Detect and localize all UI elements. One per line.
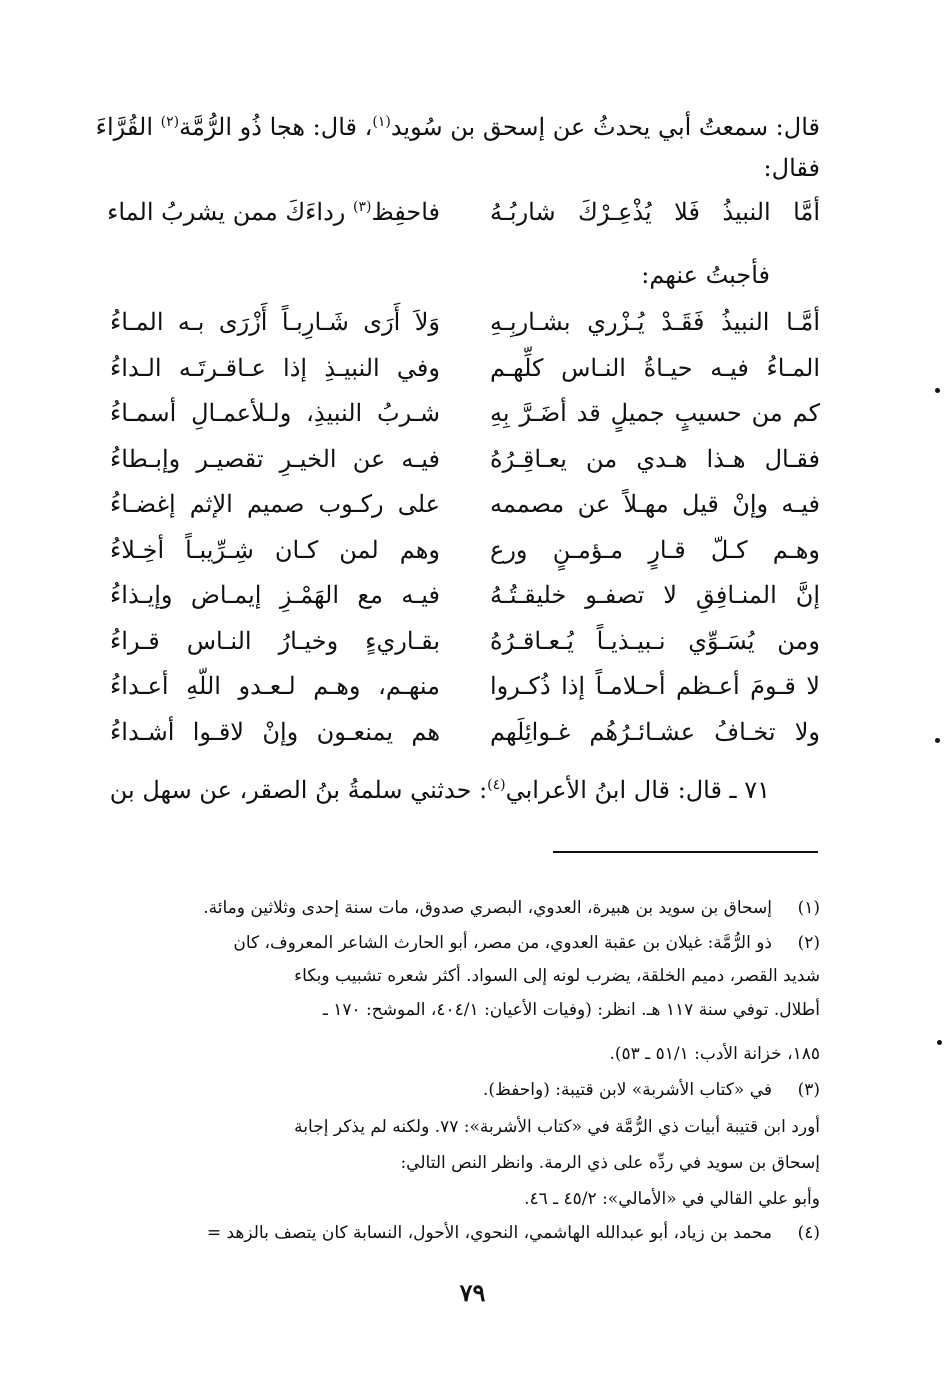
narration-text-a: ٧١ ـ قال: قال ابنُ الأعرابي [505,776,770,804]
footnote-3-cont-4 [105,1186,820,1212]
intro-text-c: القُرَّاءَ [95,113,161,141]
verse-row [110,712,820,752]
verse-second-hemistich: فيـه مع الهَمْـزِ إيمـاض وإيـذاءُ [110,581,440,609]
verse-first-hemistich: كم من حسيبٍ جميلٍ قد أضَـرَّ بِهِ [490,399,820,427]
margin-mark [935,388,940,393]
verse-first-hemistich: لا قـومَ أعـظم أحـلامـاً إذا ذُكـروا [490,672,820,700]
answer-label: فأجبتُ عنهم: [641,261,770,289]
footnote-3-number: (٣) [797,1080,820,1100]
narration-line [110,775,770,805]
verse-second-hemistich: شـربُ النبيذِ، ولـلأعمـالِ أسمـاءُ [110,399,440,427]
footnote-3-line-4: وأبو علي القالي في «الأمالي»: ٤٥/٢ ـ ٤٦. [524,1189,820,1209]
verse-second-hemistich: على ركـوب صميم الإثم إغضـاءُ [110,490,440,518]
verse-second-hemistich: بقـاريءٍ وخيـارُ النـاس قـراءُ [110,626,440,655]
verse-first-hemistich: ومن يُسَـوِّي نـبيـذيـاً يُـعـاقـرُهُ [490,626,820,655]
intro-line-2: فقال: [763,154,820,182]
footnote-ref-4[interactable]: (٤) [487,777,506,793]
verse-second-b: رداءَكَ ممن يشربُ الماء [107,198,353,226]
margin-mark [935,738,940,743]
verse-first-hemistich: ولا تخـافُ عشـائـرُهُم غـوائِلَهم [490,717,820,746]
footnote-ref-2[interactable]: (٢) [160,114,180,130]
footnote-3-line-1: في «كتاب الأشربة» لابن قتيبة: (واحفظ). [483,1080,772,1100]
intro-text-a: قال: سمعتُ أبي يحدثُ عن إسحق بن سُويد [390,113,820,141]
intro-text-b: ، قال: هجا ذُو الرُّمَّة [179,113,373,141]
verse-first-hemistich: فقـال هـذا هـدي من يعـاقِـرُهُ [490,444,820,473]
verse-row [110,575,820,615]
footnote-3-cont-2 [105,1114,820,1140]
footnote-2 [105,930,820,956]
verse-first-hemistich: وهـم كـلّ قـارٍ مـؤمـنٍ ورع [490,535,820,564]
footnote-4-text: محمد بن زياد، أبو عبدالله الهاشمي، النحوي، الأحول، النسابة كان يتصف بالزهد = [206,1223,772,1243]
footnote-3-cont-3 [105,1150,820,1176]
footnote-2-line-1: ذو الرُّمَّة: غيلان بن عقبة العدوي، من مصر، أبو الحارث الشاعر المعروف، كان [233,933,772,953]
verse-second-hemistich: وهم لمن كـان شِـرِّيبـاً أخِـلاءُ [110,535,440,564]
margin-mark [937,1040,942,1045]
verse-row [110,666,820,706]
verse-first-hemistich: فيـه وإنْ قيل مهـلاً عن مصممه [490,490,820,518]
verse-first-hemistich: إنَّ المنـافِقِ لا تصفـو خليقـتُـهُ [490,581,820,609]
footnote-1-text: إسحاق بن سويد بن هبيرة، العدوي، البصري صدوق، مات سنة إحدى وثلاثين ومائة. [203,898,772,918]
verse-row [110,348,820,388]
verse-second-a: فاحفِظ [371,198,440,226]
footnote-3-line-3: إسحاق بن سويد في ردِّه على ذي الرمة. وانظر النص التالي: [400,1153,820,1173]
footnote-2-cont-3 [105,997,820,1023]
footnote-divider [553,851,818,853]
verse-row [110,439,820,479]
verse-row [110,484,820,524]
verse-second-hemistich: وفي النبيـذِ إذا عـاقـرتَـه الـداءُ [110,353,440,382]
footnote-2-cont-2 [105,963,820,989]
footnote-1 [105,895,820,921]
intro-line-1 [95,112,820,142]
footnote-2-cont-4 [105,1041,820,1067]
verse-second-hemistich: منهـم، وهـم لـعـدو اللّهِ أعـداءُ [110,672,440,700]
verse-row-satire [107,192,820,232]
verse-row [110,530,820,570]
verse-first-hemistich: المـاءُ فيـه حيـاةُ النـاس كلِّهـم [490,353,820,382]
verse-first-hemistich: أمَّـا النبيذُ فَقَـدْ يُـزْري بشـاربِـهِ [490,308,820,336]
footnote-3 [105,1077,820,1103]
footnote-2-line-4: ١٨٥، خزانة الأدب: ٥١/١ ـ ٥٣). [609,1044,820,1064]
footnote-2-line-2: شديد القصر، دميم الخلقة، يضرب لونه إلى السواد. أكثر شعره تشبيب وبكاء [294,966,820,986]
verse-second-hemistich: فيـه عن الخيـرِ تقصيـر وإبـطاءُ [110,444,440,473]
verse-second-hemistich: وَلاَ أَرَى شَـارِبـاً أَزْرَى بـه المـاءُ [110,308,440,336]
page-number: ٧٩ [459,1278,486,1307]
verse-second-hemistich [107,192,440,232]
verse-first-hemistich: أمَّا النبيذُ فَلا يُذْعِـرْكَ شاربُـهُ [490,198,820,226]
footnote-2-line-3: أطلال. توفي سنة ١١٧ هـ. انظر: (وفيات الأعيان: ٤٠٤/١، الموشح: ١٧٠ ـ [322,1000,820,1020]
verse-row [110,302,820,342]
verse-row [110,621,820,661]
footnote-ref-1[interactable]: (١) [372,114,391,130]
footnote-2-number: (٢) [797,933,820,953]
verse-second-hemistich: هم يمنعـون وإنْ لاقـوا أشـداءُ [110,717,440,746]
verse-row [110,393,820,433]
footnote-4-number: (٤) [797,1223,820,1243]
footnote-1-number: (١) [797,898,820,918]
narration-text-b: : حدثني سلمةُ بنُ الصقر، عن سهل بن [109,776,488,804]
footnote-ref-3[interactable]: (٣) [352,199,372,215]
footnote-3-line-2: أورد ابن قتيبة أبيات ذي الرُّمَّة في «كتاب الأشربة»: ٧٧. ولكنه لم يذكر إجابة [294,1117,820,1137]
footnote-4 [105,1220,820,1246]
